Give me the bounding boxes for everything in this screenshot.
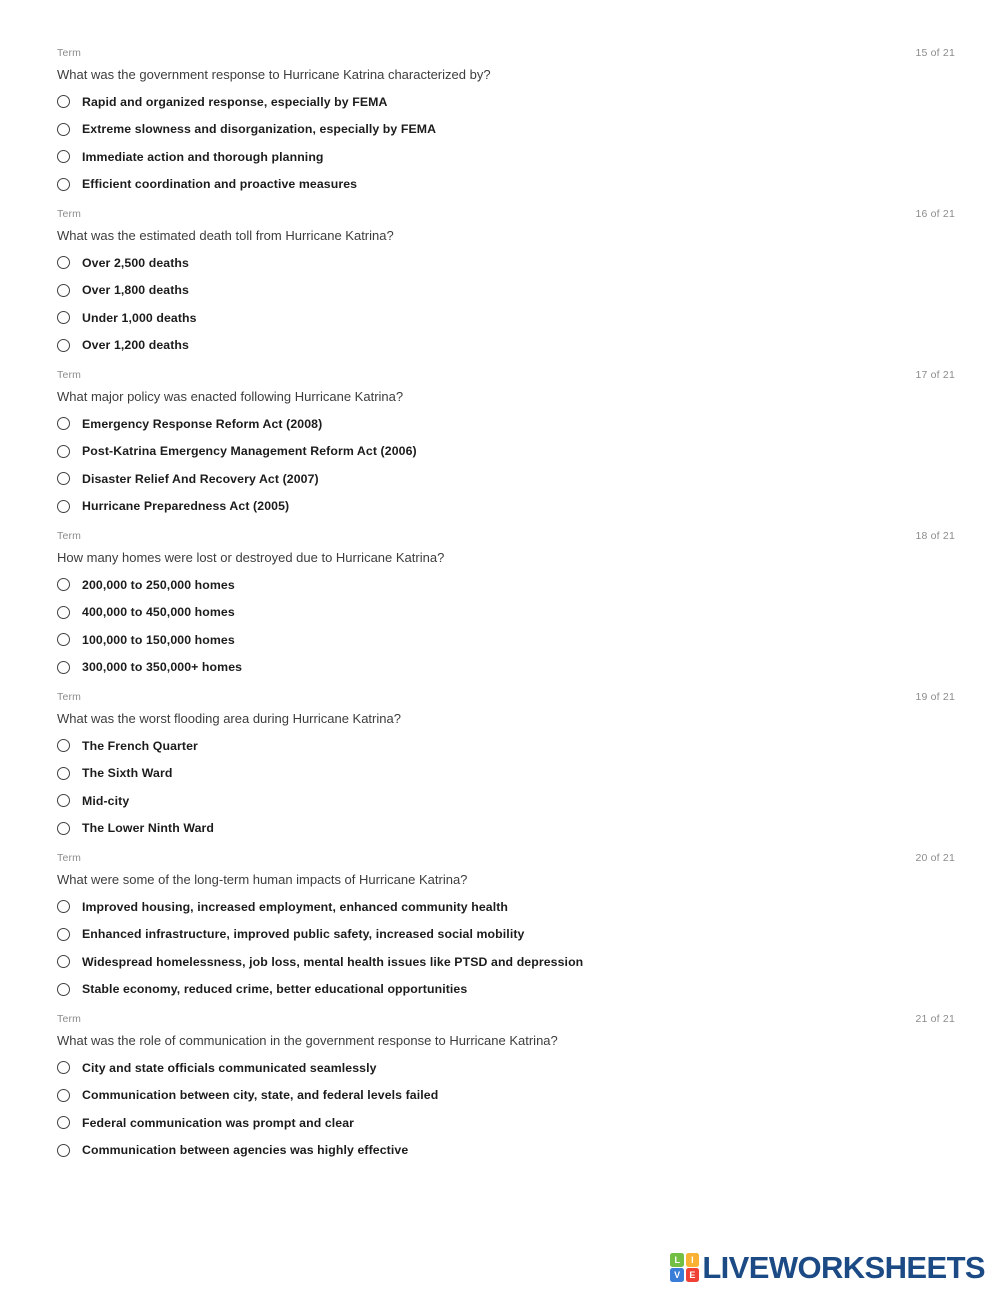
option-label: Federal communication was prompt and clear [82,1115,355,1130]
question-counter: 16 of 21 [915,208,955,220]
radio-button-icon[interactable] [57,1116,70,1129]
radio-button-icon[interactable] [57,1089,70,1102]
option-label: Under 1,000 deaths [82,310,197,325]
option-label: Extreme slowness and disorganization, especially by FEMA [82,122,437,137]
radio-button-icon[interactable] [57,95,70,108]
options-group [57,893,955,1003]
answer-option[interactable] [57,143,955,171]
question-block-21 [57,1013,955,1164]
term-label: Term [57,691,82,703]
question-text: What was the government response to Hurricane Katrina characterized by? [57,67,491,82]
option-label: Over 1,800 deaths [82,283,189,298]
option-label: Widespread homelessness, job loss, mental health issues like PTSD and depression [82,954,584,969]
term-label: Term [57,530,82,542]
question-block-19 [57,691,955,842]
answer-option[interactable] [57,1054,955,1082]
option-label: Immediate action and thorough planning [82,149,324,164]
radio-button-icon[interactable] [57,123,70,136]
answer-option[interactable] [57,249,955,277]
answer-option[interactable] [57,654,955,682]
radio-button-icon[interactable] [57,256,70,269]
option-label: City and state officials communicated seamlessly [82,1060,377,1075]
answer-option[interactable] [57,332,955,360]
option-label: The Sixth Ward [82,766,173,781]
answer-option[interactable] [57,88,955,116]
question-text: What were some of the long-term human impacts of Hurricane Katrina? [57,872,468,887]
answer-option[interactable] [57,171,955,199]
brand-wordmark: LIVEWORKSHEETS [702,1250,985,1285]
option-label: Stable economy, reduced crime, better educational opportunities [82,982,468,997]
question-block-15 [57,47,955,198]
question-text: What was the estimated death toll from Hurricane Katrina? [57,228,394,243]
options-group [57,732,955,842]
question-text: What was the role of communication in the government response to Hurricane Katrina? [57,1033,558,1048]
answer-option[interactable] [57,599,955,627]
answer-option[interactable] [57,948,955,976]
answer-option[interactable] [57,976,955,1004]
question-header [57,852,955,865]
term-label: Term [57,47,82,59]
answer-option[interactable] [57,116,955,144]
option-label: Over 2,500 deaths [82,255,189,270]
answer-option[interactable] [57,1137,955,1165]
answer-option[interactable] [57,304,955,332]
answer-option[interactable] [57,815,955,843]
radio-button-icon[interactable] [57,794,70,807]
answer-option[interactable] [57,626,955,654]
option-label: Emergency Response Reform Act (2008) [82,416,323,431]
answer-option[interactable] [57,1109,955,1137]
answer-option[interactable] [57,787,955,815]
radio-button-icon[interactable] [57,417,70,430]
option-label: Improved housing, increased employment, enhanced community health [82,899,509,914]
option-label: Over 1,200 deaths [82,338,189,353]
option-label: 300,000 to 350,000+ homes [82,660,243,675]
radio-button-icon[interactable] [57,1061,70,1074]
question-block-20 [57,852,955,1003]
radio-button-icon[interactable] [57,150,70,163]
question-block-17 [57,369,955,520]
radio-button-icon[interactable] [57,633,70,646]
radio-button-icon[interactable] [57,500,70,513]
option-label: 200,000 to 250,000 homes [82,577,235,592]
radio-button-icon[interactable] [57,983,70,996]
answer-option[interactable] [57,893,955,921]
radio-button-icon[interactable] [57,739,70,752]
question-header [57,208,955,221]
term-label: Term [57,369,82,381]
question-header [57,369,955,382]
option-label: Disaster Relief And Recovery Act (2007) [82,471,319,486]
radio-button-icon[interactable] [57,339,70,352]
answer-option[interactable] [57,438,955,466]
option-label: 100,000 to 150,000 homes [82,632,235,647]
answer-option[interactable] [57,732,955,760]
question-counter: 15 of 21 [915,47,955,59]
radio-button-icon[interactable] [57,472,70,485]
option-label: Communication between city, state, and federal levels failed [82,1088,439,1103]
options-group [57,410,955,520]
answer-option[interactable] [57,277,955,305]
question-header [57,530,955,543]
option-label: Communication between agencies was highly effective [82,1143,409,1158]
question-header [57,1013,955,1026]
question-header [57,47,955,60]
radio-button-icon[interactable] [57,1144,70,1157]
term-label: Term [57,208,82,220]
options-group [57,249,955,359]
question-counter: 19 of 21 [915,691,955,703]
option-label: The Lower Ninth Ward [82,821,215,836]
question-counter: 21 of 21 [915,1013,955,1025]
radio-button-icon[interactable] [57,445,70,458]
liveworksheets-logo-icon [670,1253,699,1282]
logo-tile-i: I [686,1253,700,1267]
term-label: Term [57,852,82,864]
logo-tile-e: E [686,1268,700,1282]
option-label: Post-Katrina Emergency Management Reform Act (2006) [82,444,417,459]
option-label: Mid-city [82,793,130,808]
radio-button-icon[interactable] [57,955,70,968]
answer-option[interactable] [57,921,955,949]
question-counter: 17 of 21 [915,369,955,381]
radio-button-icon[interactable] [57,284,70,297]
question-text: What major policy was enacted following Hurricane Katrina? [57,389,404,404]
radio-button-icon[interactable] [57,311,70,324]
option-label: 400,000 to 450,000 homes [82,605,235,620]
answer-option[interactable] [57,410,955,438]
radio-button-icon[interactable] [57,661,70,674]
radio-button-icon[interactable] [57,606,70,619]
term-label: Term [57,1013,82,1025]
answer-option[interactable] [57,465,955,493]
radio-button-icon[interactable] [57,822,70,835]
option-label: Efficient coordination and proactive measures [82,177,358,192]
question-block-16 [57,208,955,359]
answer-option[interactable] [57,760,955,788]
question-counter: 18 of 21 [915,530,955,542]
question-block-18 [57,530,955,681]
options-group [57,88,955,198]
answer-option[interactable] [57,493,955,521]
radio-button-icon[interactable] [57,578,70,591]
radio-button-icon[interactable] [57,767,70,780]
logo-tile-l: L [670,1253,684,1267]
radio-button-icon[interactable] [57,928,70,941]
radio-button-icon[interactable] [57,900,70,913]
answer-option[interactable] [57,571,955,599]
question-counter: 20 of 21 [915,852,955,864]
option-label: Enhanced infrastructure, improved public safety, increased social mobility [82,927,525,942]
question-text: What was the worst flooding area during Hurricane Katrina? [57,711,401,726]
radio-button-icon[interactable] [57,178,70,191]
option-label: Rapid and organized response, especially by FEMA [82,94,388,109]
logo-tile-v: V [670,1268,684,1282]
option-label: The French Quarter [82,738,198,753]
question-text: How many homes were lost or destroyed due to Hurricane Katrina? [57,550,445,565]
answer-option[interactable] [57,1082,955,1110]
options-group [57,571,955,681]
question-header [57,691,955,704]
option-label: Hurricane Preparedness Act (2005) [82,499,290,514]
liveworksheets-branding [670,1250,985,1285]
options-group [57,1054,955,1164]
